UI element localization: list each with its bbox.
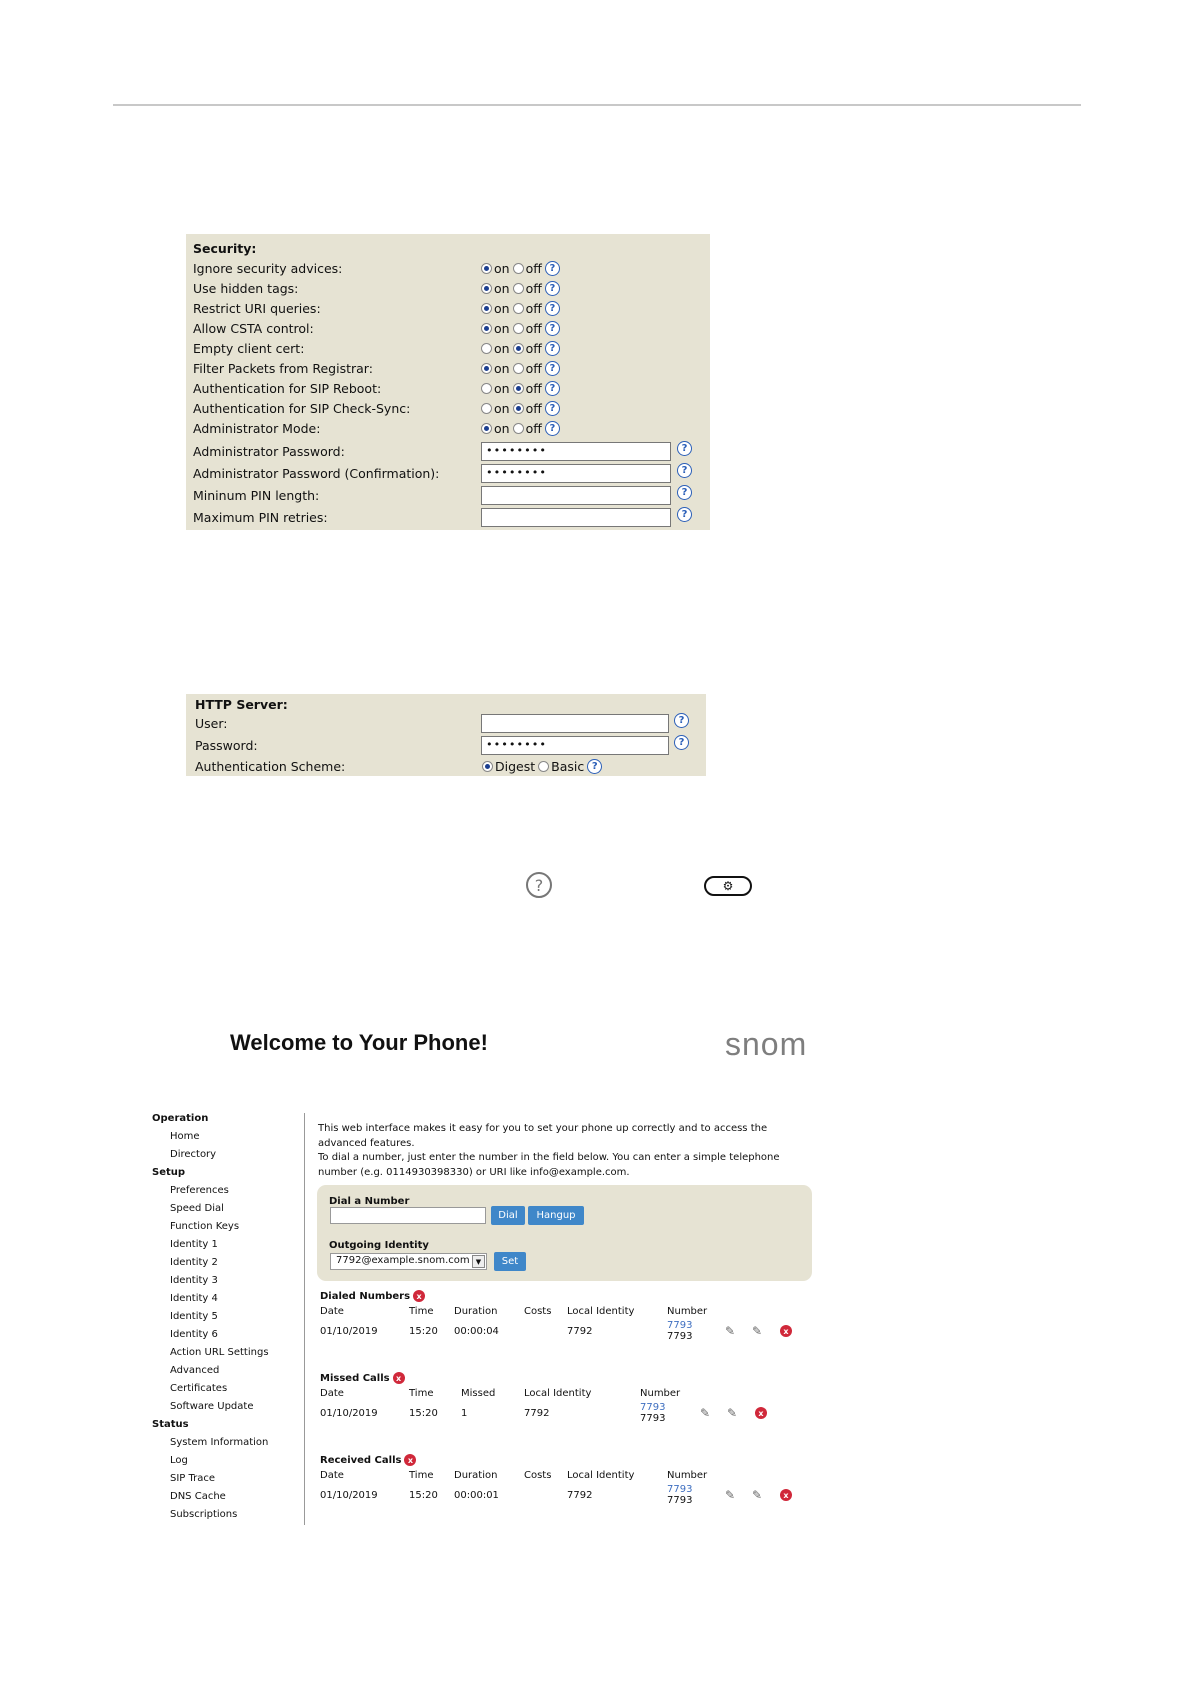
table-title-text: Dialed Numbers bbox=[320, 1291, 411, 1302]
column-header: Number bbox=[667, 1470, 708, 1481]
security-row-label: Ignore security advices: bbox=[193, 261, 343, 276]
help-icon[interactable]: ? bbox=[545, 421, 560, 436]
on-off-radio-group bbox=[481, 281, 560, 296]
table-title-text: Missed Calls bbox=[320, 1373, 390, 1384]
sidebar-item[interactable]: Preferences bbox=[170, 1185, 229, 1196]
security-row bbox=[186, 399, 710, 419]
security-row-label: Restrict URI queries: bbox=[193, 301, 321, 316]
on-label: on bbox=[494, 401, 510, 416]
table-title-text: Received Calls bbox=[320, 1455, 402, 1466]
off-radio[interactable] bbox=[513, 283, 524, 294]
table-title bbox=[320, 1372, 405, 1384]
column-header: Number bbox=[667, 1306, 708, 1317]
table-cell: 00:00:01 bbox=[454, 1490, 499, 1501]
number-text: 7793 bbox=[667, 1495, 693, 1506]
delete-entry-icon[interactable]: x bbox=[780, 1489, 792, 1501]
column-header: Time bbox=[409, 1470, 434, 1481]
edit-icon[interactable]: ✎ bbox=[700, 1406, 711, 1420]
on-label: on bbox=[494, 261, 510, 276]
edit-icon[interactable]: ✎ bbox=[727, 1406, 738, 1420]
column-header: Date bbox=[320, 1470, 344, 1481]
off-label: off bbox=[525, 261, 542, 276]
digest-label: Digest bbox=[495, 759, 536, 774]
off-label: off bbox=[525, 281, 542, 296]
help-icon[interactable]: ? bbox=[677, 441, 692, 456]
security-row bbox=[186, 299, 710, 319]
sidebar-item[interactable]: Directory bbox=[170, 1149, 217, 1160]
column-header: Local Identity bbox=[567, 1306, 635, 1317]
on-label: on bbox=[494, 341, 510, 356]
security-panel bbox=[186, 234, 710, 530]
security-row-label: Authentication for SIP Reboot: bbox=[193, 381, 382, 396]
welcome-title: Welcome to Your Phone! bbox=[230, 1030, 488, 1055]
http-password-row bbox=[186, 736, 706, 756]
off-label: off bbox=[525, 421, 542, 436]
security-row-label: Authentication for SIP Check-Sync: bbox=[193, 401, 411, 416]
delete-entry-icon[interactable]: x bbox=[755, 1407, 767, 1419]
security-field-input[interactable] bbox=[481, 486, 671, 505]
sidebar-section: Setup bbox=[152, 1167, 186, 1178]
on-label: on bbox=[494, 361, 510, 376]
help-icon[interactable]: ? bbox=[677, 463, 692, 478]
off-radio[interactable] bbox=[513, 383, 524, 394]
dial-title: Dial a Number bbox=[329, 1196, 410, 1207]
on-radio[interactable] bbox=[481, 283, 492, 294]
on-label: on bbox=[494, 301, 510, 316]
sidebar-section: Status bbox=[152, 1419, 189, 1430]
sidebar-item[interactable]: DNS Cache bbox=[170, 1491, 226, 1502]
sidebar-item[interactable]: SIP Trace bbox=[170, 1473, 216, 1484]
table-title bbox=[320, 1290, 425, 1302]
page-divider bbox=[113, 104, 1081, 106]
edit-icon[interactable]: ✎ bbox=[752, 1488, 763, 1502]
off-label: off bbox=[525, 361, 542, 376]
security-row bbox=[186, 319, 710, 339]
on-radio[interactable] bbox=[481, 403, 492, 414]
security-field-input[interactable] bbox=[481, 508, 671, 527]
edit-icon[interactable]: ✎ bbox=[725, 1324, 736, 1338]
off-label: off bbox=[525, 381, 542, 396]
off-radio[interactable] bbox=[513, 403, 524, 414]
intro-line: number (e.g. 0114930398330) or URI like info@example.com. bbox=[318, 1166, 630, 1178]
off-label: off bbox=[525, 321, 542, 336]
on-radio[interactable] bbox=[481, 423, 492, 434]
security-row bbox=[186, 419, 710, 439]
sidebar-item[interactable]: Log bbox=[170, 1455, 188, 1466]
http-user-row bbox=[186, 714, 706, 734]
security-row-label: Use hidden tags: bbox=[193, 281, 299, 296]
http-scheme-label: Authentication Scheme: bbox=[195, 759, 346, 774]
column-header: Date bbox=[320, 1306, 344, 1317]
column-header: Time bbox=[409, 1388, 434, 1399]
security-row bbox=[186, 359, 710, 379]
help-icon[interactable]: ? bbox=[545, 381, 560, 396]
gear-icon: ⚙ bbox=[704, 876, 752, 896]
number-text: 7793 bbox=[640, 1413, 666, 1424]
help-icon[interactable]: ? bbox=[545, 261, 560, 276]
on-label: on bbox=[494, 281, 510, 296]
sidebar-item[interactable]: Advanced bbox=[170, 1365, 220, 1376]
dial-number-input[interactable] bbox=[330, 1207, 486, 1224]
sidebar-item[interactable]: Identity 3 bbox=[170, 1275, 218, 1286]
table-cell: 15:20 bbox=[409, 1490, 438, 1501]
help-icon[interactable]: ? bbox=[677, 485, 692, 500]
basic-radio[interactable] bbox=[538, 761, 549, 772]
sidebar-item[interactable]: Identity 4 bbox=[170, 1293, 218, 1304]
security-row bbox=[186, 339, 710, 359]
column-header: Local Identity bbox=[567, 1470, 635, 1481]
security-field-row bbox=[186, 442, 710, 462]
on-label: on bbox=[494, 381, 510, 396]
help-icon[interactable]: ? bbox=[545, 301, 560, 316]
help-icon[interactable]: ? bbox=[674, 713, 689, 728]
sidebar-item[interactable]: Identity 1 bbox=[170, 1239, 218, 1250]
received-calls-table bbox=[320, 1454, 810, 1524]
security-field-input[interactable]: •••••••• bbox=[481, 464, 671, 483]
http-user-input[interactable] bbox=[481, 714, 669, 733]
digest-radio[interactable] bbox=[482, 761, 493, 772]
phone-sidebar bbox=[152, 1113, 302, 1527]
column-header: Duration bbox=[454, 1306, 498, 1317]
security-row bbox=[186, 379, 710, 399]
security-row-label: Allow CSTA control: bbox=[193, 321, 314, 336]
on-off-radio-group bbox=[481, 381, 560, 396]
table-cell: 7792 bbox=[524, 1408, 550, 1419]
on-off-radio-group bbox=[481, 401, 560, 416]
off-radio[interactable] bbox=[513, 363, 524, 374]
number-text: 7793 bbox=[667, 1331, 693, 1342]
number-link[interactable]: 7793 bbox=[640, 1402, 666, 1413]
sidebar-item[interactable]: System Information bbox=[170, 1437, 269, 1448]
sidebar-item[interactable]: Identity 2 bbox=[170, 1257, 218, 1268]
sidebar-item[interactable]: Software Update bbox=[170, 1401, 254, 1412]
security-field-input[interactable]: •••••••• bbox=[481, 442, 671, 461]
security-field-label: Maximum PIN retries: bbox=[193, 510, 328, 525]
off-label: off bbox=[525, 401, 542, 416]
number-link[interactable]: 7793 bbox=[667, 1320, 693, 1331]
help-icon[interactable]: ? bbox=[545, 361, 560, 376]
off-radio[interactable] bbox=[513, 303, 524, 314]
on-radio[interactable] bbox=[481, 303, 492, 314]
snom-logo: snom bbox=[725, 1026, 808, 1062]
on-radio[interactable] bbox=[481, 263, 492, 274]
table-cell: 1 bbox=[461, 1408, 468, 1419]
sidebar-section: Operation bbox=[152, 1113, 209, 1124]
table-cell: 00:00:04 bbox=[454, 1326, 499, 1337]
security-field-row bbox=[186, 508, 710, 528]
dialed-numbers-table bbox=[320, 1290, 810, 1360]
security-row-label: Administrator Mode: bbox=[193, 421, 321, 436]
sidebar-item[interactable]: Identity 5 bbox=[170, 1311, 218, 1322]
on-off-radio-group bbox=[481, 421, 560, 436]
sidebar-item[interactable]: Home bbox=[170, 1131, 200, 1142]
sidebar-item[interactable]: Certificates bbox=[170, 1383, 228, 1394]
on-radio[interactable] bbox=[481, 383, 492, 394]
outgoing-identity-value: 7792@example.snom.com bbox=[336, 1255, 470, 1266]
table-cell: 7792 bbox=[567, 1490, 593, 1501]
security-field-label: Administrator Password (Confirmation): bbox=[193, 466, 440, 481]
off-radio[interactable] bbox=[513, 263, 524, 274]
sidebar-item[interactable]: Function Keys bbox=[170, 1221, 240, 1232]
missed-calls-table bbox=[320, 1372, 810, 1442]
on-label: on bbox=[494, 421, 510, 436]
table-cell: 01/10/2019 bbox=[320, 1408, 378, 1419]
security-field-row bbox=[186, 486, 710, 506]
column-header: Costs bbox=[524, 1470, 552, 1481]
security-row-label: Filter Packets from Registrar: bbox=[193, 361, 373, 376]
intro-line: This web interface makes it easy for you to set your phone up correctly and to access the bbox=[318, 1123, 768, 1134]
on-off-radio-group bbox=[481, 301, 560, 316]
http-scheme-row bbox=[186, 757, 706, 777]
http-password-label: Password: bbox=[195, 738, 258, 753]
on-off-radio-group bbox=[481, 321, 560, 336]
on-label: on bbox=[494, 321, 510, 336]
help-icon[interactable]: ? bbox=[545, 341, 560, 356]
on-radio[interactable] bbox=[481, 323, 492, 334]
sidebar-item[interactable]: Identity 6 bbox=[170, 1329, 218, 1340]
intro-line: To dial a number, just enter the number in the field below. You can enter a simple telephone bbox=[318, 1152, 780, 1163]
table-cell: 15:20 bbox=[409, 1326, 438, 1337]
sidebar-item[interactable]: Subscriptions bbox=[170, 1509, 238, 1520]
security-field-row bbox=[186, 464, 710, 484]
table-title bbox=[320, 1454, 416, 1466]
sidebar-item[interactable]: Action URL Settings bbox=[170, 1347, 269, 1358]
on-off-radio-group bbox=[481, 261, 560, 276]
http-password-input[interactable]: •••••••• bbox=[481, 736, 669, 755]
delete-all-icon[interactable]: x bbox=[413, 1290, 425, 1302]
column-header: Missed bbox=[461, 1388, 496, 1399]
security-field-label: Mininum PIN length: bbox=[193, 488, 320, 503]
help-icon[interactable]: ? bbox=[674, 735, 689, 750]
outgoing-identity-select[interactable] bbox=[330, 1253, 487, 1270]
help-icon[interactable]: ? bbox=[545, 401, 560, 416]
delete-all-icon[interactable]: x bbox=[393, 1372, 405, 1384]
security-row bbox=[186, 259, 710, 279]
table-cell: 7792 bbox=[567, 1326, 593, 1337]
help-icon[interactable]: ? bbox=[677, 507, 692, 522]
hangup-button[interactable]: Hangup bbox=[528, 1206, 584, 1225]
off-label: off bbox=[525, 301, 542, 316]
column-header: Date bbox=[320, 1388, 344, 1399]
set-identity-button[interactable]: Set bbox=[494, 1252, 526, 1271]
off-radio[interactable] bbox=[513, 323, 524, 334]
dial-button[interactable]: Dial bbox=[491, 1206, 525, 1225]
chevron-down-icon[interactable]: ▼ bbox=[472, 1255, 485, 1268]
security-field-label: Administrator Password: bbox=[193, 444, 345, 459]
http-server-panel bbox=[186, 694, 706, 776]
http-server-title: HTTP Server: bbox=[195, 697, 288, 712]
help-icon[interactable]: ? bbox=[545, 281, 560, 296]
intro-text bbox=[318, 1122, 818, 1180]
off-label: off bbox=[525, 341, 542, 356]
edit-icon[interactable]: ✎ bbox=[752, 1324, 763, 1338]
help-icon[interactable]: ? bbox=[545, 321, 560, 336]
off-radio[interactable] bbox=[513, 423, 524, 434]
security-row-label: Empty client cert: bbox=[193, 341, 305, 356]
table-cell: 15:20 bbox=[409, 1408, 438, 1419]
http-scheme-radio-group bbox=[482, 759, 602, 774]
sidebar-item[interactable]: Speed Dial bbox=[170, 1203, 224, 1214]
question-mark-icon: ? bbox=[526, 872, 552, 898]
table-cell: 01/10/2019 bbox=[320, 1326, 378, 1337]
column-header: Costs bbox=[524, 1306, 552, 1317]
on-radio[interactable] bbox=[481, 343, 492, 354]
delete-all-icon[interactable]: x bbox=[404, 1454, 416, 1466]
help-icon[interactable]: ? bbox=[587, 759, 602, 774]
intro-line: advanced features. bbox=[318, 1137, 415, 1149]
dial-box bbox=[317, 1185, 812, 1281]
security-title: Security: bbox=[193, 241, 257, 256]
column-header: Duration bbox=[454, 1470, 498, 1481]
column-header: Number bbox=[640, 1388, 681, 1399]
http-user-label: User: bbox=[195, 716, 228, 731]
number-link[interactable]: 7793 bbox=[667, 1484, 693, 1495]
security-row bbox=[186, 279, 710, 299]
column-header: Local Identity bbox=[524, 1388, 592, 1399]
on-radio[interactable] bbox=[481, 363, 492, 374]
column-header: Time bbox=[409, 1306, 434, 1317]
on-off-radio-group bbox=[481, 341, 560, 356]
edit-icon[interactable]: ✎ bbox=[725, 1488, 736, 1502]
on-off-radio-group bbox=[481, 361, 560, 376]
basic-label: Basic bbox=[551, 759, 585, 774]
off-radio[interactable] bbox=[513, 343, 524, 354]
table-cell: 01/10/2019 bbox=[320, 1490, 378, 1501]
delete-entry-icon[interactable]: x bbox=[780, 1325, 792, 1337]
sidebar-divider bbox=[304, 1113, 305, 1525]
outgoing-identity-title: Outgoing Identity bbox=[329, 1240, 429, 1251]
